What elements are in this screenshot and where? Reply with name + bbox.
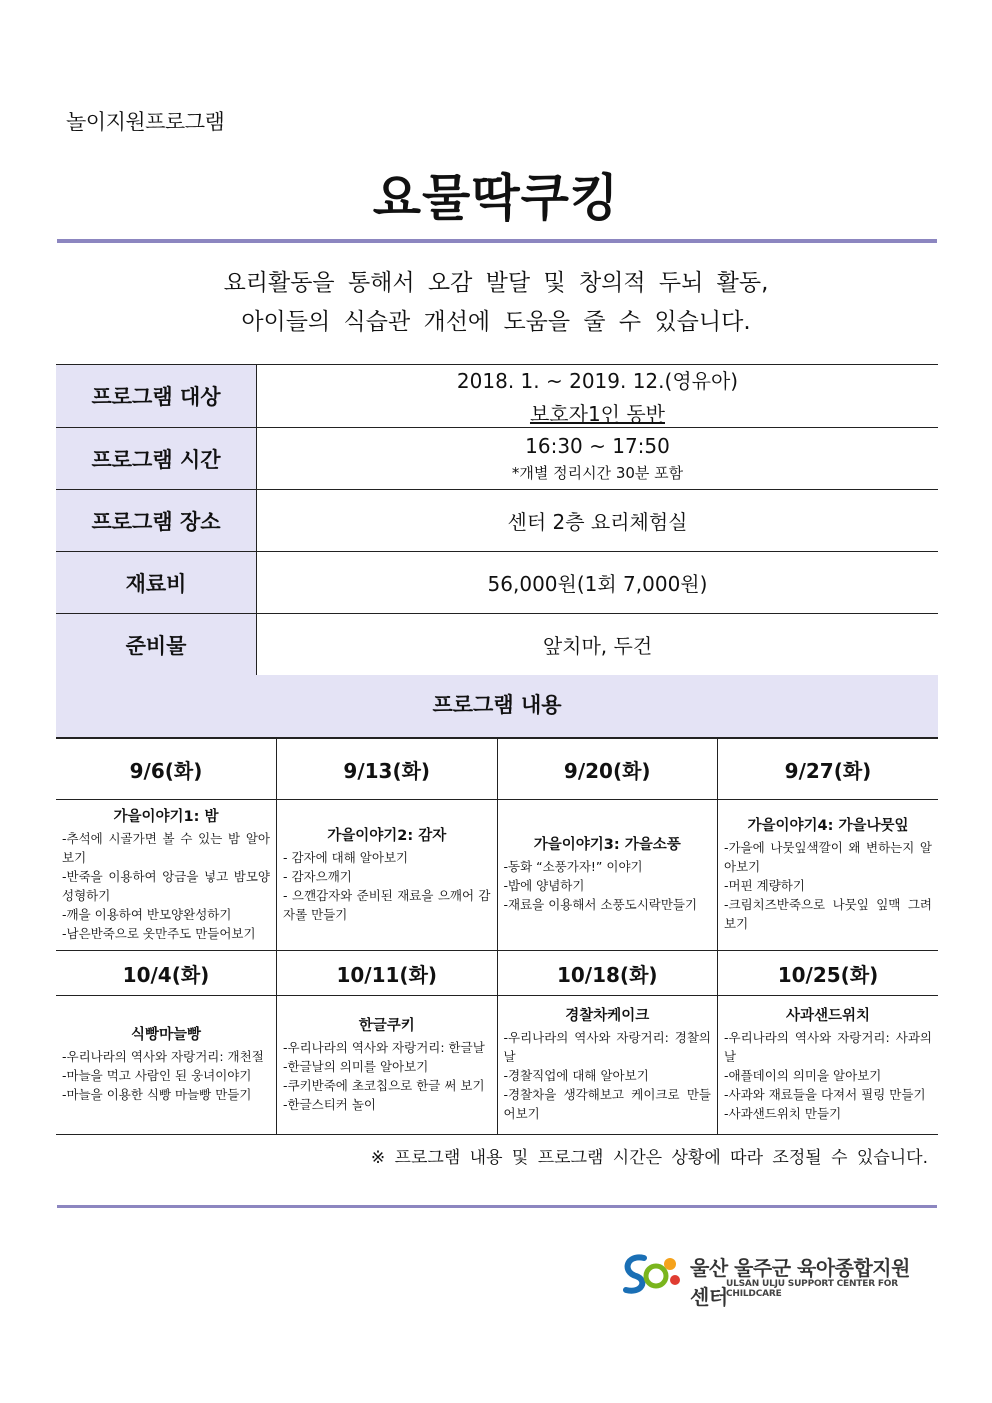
session-row [56, 800, 938, 951]
session-item: -반죽을 이용하여 앙금을 넣고 밤모양 성형하기 [62, 868, 270, 903]
session-item: -쿠키반죽에 초코칩으로 한글 써 보기 [283, 1077, 485, 1093]
session-item: - 감자으깨기 [283, 868, 352, 884]
session-item: - 감자에 대해 알아보기 [283, 849, 409, 865]
session-item: -남은반죽으로 옷만주도 만들어보기 [62, 925, 256, 941]
target-value: 2018. 1. ~ 2019. 12.(영유아) [456, 369, 739, 393]
page-title: 요물딱쿠킹 [372, 169, 620, 227]
date-row [56, 951, 938, 996]
target-label: 프로그램 대상 [56, 365, 257, 428]
supplies-value: 앞치마, 두건 [257, 614, 939, 676]
session-title: 가을이야기3: 가을소풍 [533, 837, 681, 853]
place-value: 센터 2층 요리체험실 [257, 490, 939, 552]
fee-value: 56,000원(1회 7,000원) [257, 552, 939, 614]
target-sub: 보호자1인 동반 [529, 402, 665, 426]
fee-label: 재료비 [56, 552, 257, 614]
session-cell [56, 800, 277, 951]
session-row [56, 996, 938, 1135]
session-title: 가을이야기4: 가을나뭇잎 [747, 818, 909, 834]
session-cell [718, 800, 939, 951]
session-item: -사과샌드위치 만들기 [724, 1106, 842, 1121]
session-item: -한글날의 의미를 알아보기 [283, 1058, 429, 1074]
session-item: -사과와 재료들을 다져서 필링 만들기 [724, 1087, 926, 1102]
center-logo-icon [620, 1250, 682, 1296]
session-cell [277, 800, 498, 951]
place-label: 프로그램 장소 [56, 490, 257, 552]
session-item: -우리나라의 역사와 자랑거리: 한글날 [283, 1039, 485, 1055]
session-item: -한글스티커 놀이 [283, 1096, 377, 1112]
session-item: -마늘을 이용한 식빵 마늘빵 만들기 [62, 1087, 252, 1102]
center-logo [620, 1250, 920, 1309]
session-date: 9/13(화) [277, 739, 498, 800]
time-label: 프로그램 시간 [56, 428, 257, 490]
session-cell [497, 996, 718, 1135]
target-value-cell [257, 365, 939, 428]
session-date: 9/6(화) [56, 739, 277, 800]
session-item: - 으깬감자와 준비된 재료을 으깨어 감자롤 만들기 [283, 887, 491, 922]
program-info-table [56, 364, 938, 676]
session-item: -우리나라의 역사와 자랑거리: 사과의날 [724, 1030, 932, 1064]
adjustment-note: ※ 프로그램 내용 및 프로그램 시간은 상황에 따라 조정될 수 있습니다. [370, 1148, 928, 1168]
session-item: -깨을 이용하여 반모양완성하기 [62, 906, 232, 922]
time-value-cell [257, 428, 939, 490]
contents-header: 프로그램 내용 [56, 675, 938, 738]
category-label: 놀이지원프로그램 [66, 110, 225, 134]
info-row-time [56, 428, 938, 490]
session-date: 9/20(화) [497, 739, 718, 800]
schedule-table [56, 738, 938, 1135]
session-title: 가을이야기2: 감자 [327, 827, 447, 844]
session-item: -경찰차을 생각해보고 케이크로 만들어보기 [503, 1087, 711, 1121]
session-cell [718, 996, 939, 1135]
bottom-divider [57, 1205, 937, 1208]
session-title: 경찰차케이크 [565, 1008, 650, 1024]
intro-text [0, 264, 992, 342]
info-row-fee [56, 552, 938, 614]
info-row-target [56, 365, 938, 428]
session-item: -마늘을 먹고 사람인 된 웅녀이야기 [62, 1068, 252, 1083]
session-item: -동화 “소풍가자!” 이야기 [503, 859, 643, 874]
session-item: -가을에 나뭇잎색깔이 왜 변하는지 알아보기 [724, 840, 932, 874]
session-date: 10/11(화) [277, 951, 498, 996]
session-item: -재료을 이용해서 소풍도시락만들기 [503, 897, 698, 912]
supplies-label: 준비물 [56, 614, 257, 676]
session-date: 9/27(화) [718, 739, 939, 800]
session-date: 10/4(화) [56, 951, 277, 996]
session-item: -경찰직업에 대해 알아보기 [503, 1068, 649, 1083]
session-item: -우리나라의 역사와 자랑거리: 개천절 [62, 1049, 264, 1064]
time-sub: *개별 정리시간 30분 포함 [511, 464, 684, 482]
date-row [56, 739, 938, 800]
time-value: 16:30 ~ 17:50 [525, 434, 670, 458]
session-item: -추석에 시골가면 볼 수 있는 밤 알아보기 [62, 830, 270, 865]
session-item: -애플데이의 의미을 알아보기 [724, 1068, 882, 1083]
session-item: -머핀 계량하기 [724, 878, 805, 893]
session-title: 한글쿠키 [358, 1017, 415, 1034]
session-cell [277, 996, 498, 1135]
center-name-english: ULSAN ULJU SUPPORT CENTER FOR CHILDCARE [726, 1279, 898, 1299]
info-row-place [56, 490, 938, 552]
info-row-supplies [56, 614, 938, 676]
session-item: -크림치즈반죽으로 나뭇잎 잎맥 그려보기 [724, 897, 932, 931]
session-item: -밥에 양념하기 [503, 878, 585, 893]
session-title: 사과샌드위치 [785, 1008, 871, 1024]
intro-line-1: 요리활동을 통해서 오감 발달 및 창의적 두뇌 활동, [223, 270, 769, 296]
center-name-korean: 울산 울주군 육아종합지원센터 [690, 1256, 910, 1309]
session-title: 가을이야기1: 밤 [113, 808, 219, 825]
session-cell [497, 800, 718, 951]
top-divider [57, 239, 937, 243]
session-item: -우리나라의 역사와 자랑거리: 경찰의날 [503, 1030, 711, 1064]
session-date: 10/25(화) [718, 951, 939, 996]
session-title: 식빵마늘빵 [130, 1027, 202, 1043]
session-cell [56, 996, 277, 1135]
intro-line-2: 아이들의 식습관 개선에 도움을 줄 수 있습니다. [241, 309, 751, 335]
session-date: 10/18(화) [497, 951, 718, 996]
